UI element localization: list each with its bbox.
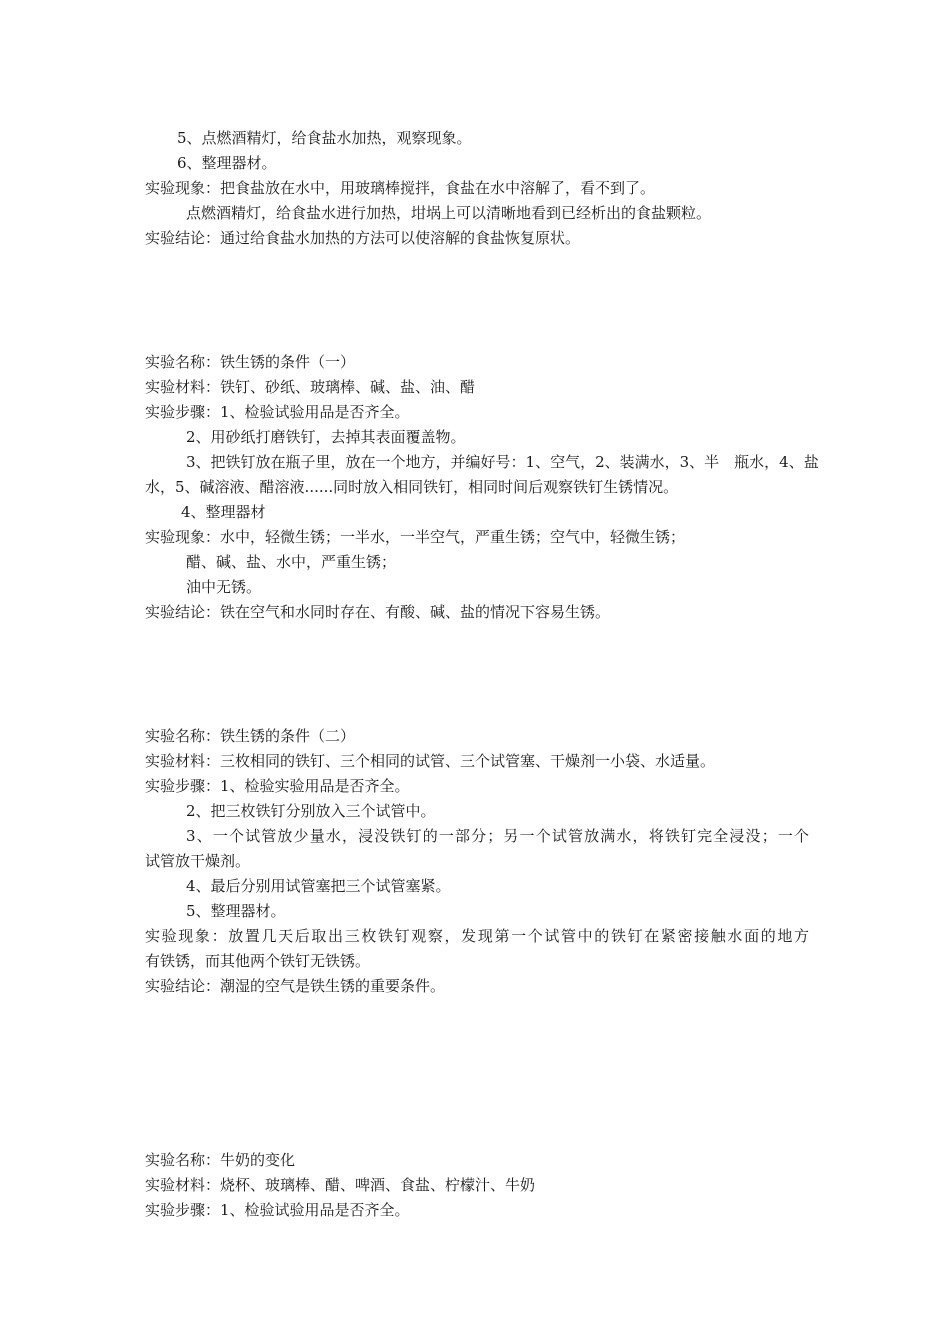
s3-step4: 4、最后分别用试管塞把三个试管塞紧。 — [186, 877, 451, 895]
s2-step4: 4、整理器材 — [181, 503, 266, 521]
s3-name: 实验名称：铁生锈的条件（二） — [145, 727, 356, 745]
s2-phenomenon-cont1: 醋、碱、盐、水中，严重生锈； — [186, 553, 397, 571]
s3-phenomenon: 实验现象：放置几天后取出三枚铁钉观察，发现第一个试管中的铁钉在紧密接触水面的地方 — [145, 927, 809, 945]
s2-phenomenon-cont2: 油中无锈。 — [186, 578, 262, 596]
s4-step1: 实验步骤：1、检验试验用品是否齐全。 — [145, 1201, 410, 1219]
s3-step3-cont: 试管放干燥剂。 — [145, 852, 251, 870]
s1-step5: 5、点燃酒精灯，给食盐水加热，观察现象。 — [177, 129, 472, 147]
s1-phenomenon-cont: 点燃酒精灯，给食盐水进行加热，坩埚上可以清晰地看到已经析出的食盐颗粒。 — [186, 204, 712, 222]
s2-phenomenon: 实验现象：水中，轻微生锈；一半水，一半空气，严重生锈；空气中，轻微生锈； — [145, 528, 686, 546]
s2-materials: 实验材料：铁钉、砂纸、玻璃棒、碱、盐、油、醋 — [145, 378, 476, 396]
s2-name: 实验名称：铁生锈的条件（一） — [145, 353, 356, 371]
s3-phenomenon-cont: 有铁锈，而其他两个铁钉无铁锈。 — [145, 952, 371, 970]
s3-step5: 5、整理器材。 — [186, 902, 286, 920]
s1-phenomenon: 实验现象：把食盐放在水中，用玻璃棒搅拌，食盐在水中溶解了，看不到了。 — [145, 179, 656, 197]
s2-step1: 实验步骤：1、检验试验用品是否齐全。 — [145, 403, 410, 421]
s1-step6: 6、整理器材。 — [177, 154, 277, 172]
s4-materials: 实验材料：烧杯、玻璃棒、醋、啤酒、食盐、柠檬汁、牛奶 — [145, 1176, 536, 1194]
s3-conclusion: 实验结论：潮湿的空气是铁生锈的重要条件。 — [145, 977, 446, 995]
s2-step3-cont: 水，5、碱溶液、醋溶液......同时放入相同铁钉，相同时间后观察铁钉生锈情况。 — [145, 478, 679, 496]
s3-step2: 2、把三枚铁钉分别放入三个试管中。 — [186, 802, 436, 820]
s2-step2: 2、用砂纸打磨铁钉，去掉其表面覆盖物。 — [186, 428, 466, 446]
s2-conclusion: 实验结论：铁在空气和水同时存在、有酸、碱、盐的情况下容易生锈。 — [145, 603, 611, 621]
s2-step3: 3、把铁钉放在瓶子里，放在一个地方，并编好号：1、空气，2、装满水，3、半 瓶水，4、盐 — [186, 453, 819, 471]
s4-name: 实验名称：牛奶的变化 — [145, 1151, 296, 1169]
s3-step1: 实验步骤：1、检验实验用品是否齐全。 — [145, 777, 410, 795]
s3-step3: 3、一个试管放少量水，浸没铁钉的一部分；另一个试管放满水，将铁钉完全浸没；一个 — [186, 827, 809, 845]
s1-conclusion: 实验结论：通过给食盐水加热的方法可以使溶解的食盐恢复原状。 — [145, 229, 581, 247]
s3-materials: 实验材料：三枚相同的铁钉、三个相同的试管、三个试管塞、干燥剂一小袋、水适量。 — [145, 752, 716, 770]
